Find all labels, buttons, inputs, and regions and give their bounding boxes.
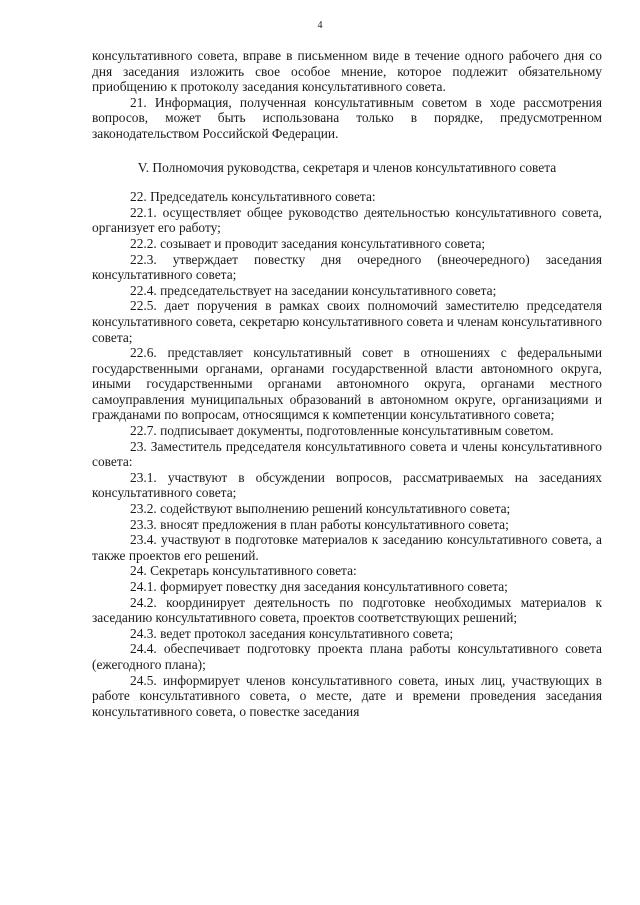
- paragraph: 24.2. координирует деятельность по подготовке необходимых материалов к заседанию консультативного совета, проектов соответствующих решений;: [92, 594, 602, 626]
- paragraph: 22.1. осуществляет общее руководство деятельностью консультативного совета, организует его работу;: [92, 204, 602, 236]
- paragraph: 22.4. председательствует на заседании консультативного совета;: [130, 282, 497, 298]
- paragraph: 24.3. ведет протокол заседания консультативного совета;: [130, 625, 454, 641]
- paragraph: 23.3. вносят предложения в план работы консультативного совета;: [130, 516, 509, 532]
- page-number: 4: [317, 20, 323, 31]
- document-body: [92, 48, 602, 719]
- paragraph: 22.3. утверждает повестку дня очередного (внеочередного) заседания консультативного совета;: [92, 251, 602, 283]
- paragraph: 23. Заместитель председателя консультативного совета и члены консультативного совета:: [92, 438, 602, 470]
- paragraph: 21. Информация, полученная консультативным советом в ходе рассмотрения вопросов, может быть использована только в порядке, предусмотренном законодательством Российской Федерации.: [92, 94, 602, 141]
- paragraph: 22. Председатель консультативного совета:: [130, 189, 376, 205]
- paragraph: 22.2. созывает и проводит заседания консультативного совета;: [130, 235, 486, 251]
- paragraph: 23.2. содействуют выполнению решений консультативного совета;: [130, 501, 511, 517]
- paragraph: 23.1. участвуют в обсуждении вопросов, рассматриваемых на заседаниях консультативного совета;: [92, 469, 602, 501]
- paragraph: 22.6. представляет консультативный совет в отношениях с федеральными государственными органами, органами государственной власти автономного округа, иными государственными органами автономного округа, органами местного самоуправления муниципальных образований в автономном округе, организациями и гражданами по вопросам, относящимся к компетенции консультативного совета;: [92, 345, 602, 423]
- paragraph: консультативного совета, вправе в письменном виде в течение одного рабочего дня со дня заседания изложить свое особое мнение, которое подлежит обязательному приобщению к протоколу заседания консультативного совета.: [92, 48, 602, 95]
- paragraph: 24.4. обеспечивает подготовку проекта плана работы консультативного совета (ежегодного плана);: [92, 641, 602, 672]
- paragraph: 24.1. формирует повестку дня заседания консультативного совета;: [130, 579, 508, 594]
- paragraph: 22.5. дает поручения в рамках своих полномочий заместителю председателя консультативного совета, секретарю консультативного совета и членам консультативного совета;: [92, 298, 602, 345]
- section-heading: V. Полномочия руководства, секретаря и членов консультативного совета: [137, 159, 557, 175]
- paragraph: 24. Секретарь консультативного совета:: [130, 563, 357, 579]
- paragraph: 24.5. информирует членов консультативного совета, иных лиц, участвующих в работе консультативного совета, о месте, дате и времени проведения заседания консультативного совета, о повестке заседания: [92, 672, 602, 719]
- paragraph: 22.7. подписывает документы, подготовленные консультативным советом.: [130, 423, 554, 439]
- paragraph: 23.4. участвуют в подготовке материалов к заседанию консультативного совета, а также проектов его решений.: [92, 532, 602, 563]
